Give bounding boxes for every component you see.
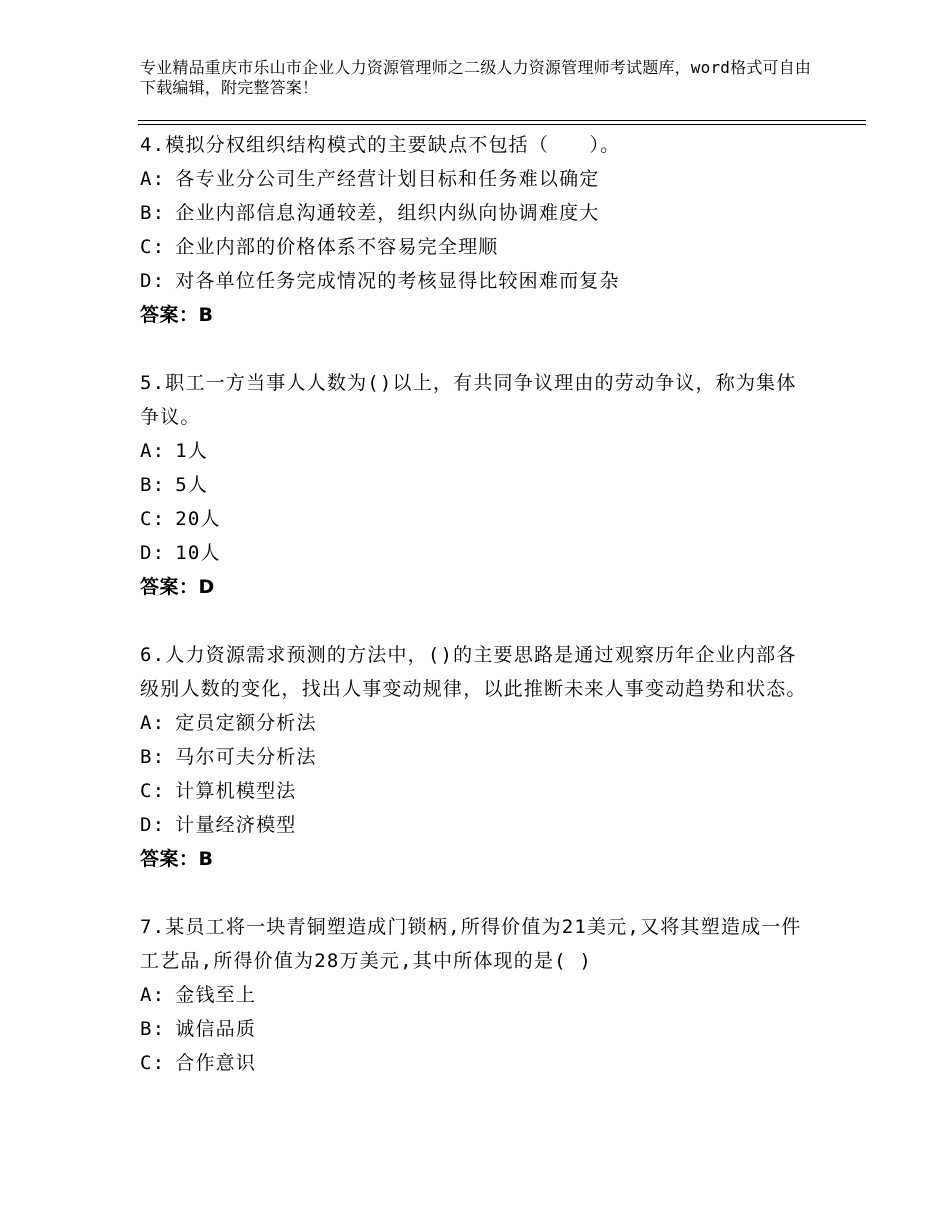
option-c xyxy=(140,1046,810,1080)
option-text: 5人 xyxy=(175,474,209,496)
option-letter: B: xyxy=(140,474,166,496)
question-stem: 6.人力资源需求预测的方法中，()的主要思路是通过观察历年企业内部各级别人数的变化，找出人事变动规律，以此推断未来人事变动趋势和状态。 xyxy=(140,644,807,700)
option-text: 对各单位任务完成情况的考核显得比较困难而复杂 xyxy=(175,270,620,292)
option-d xyxy=(140,808,810,842)
option-b xyxy=(140,196,810,230)
option-letter: D: xyxy=(140,270,166,292)
answer-line: 答案：B xyxy=(140,304,214,326)
option-letter: D: xyxy=(140,814,166,836)
option-letter: C: xyxy=(140,780,166,802)
answer-line: 答案：B xyxy=(140,848,214,870)
option-letter: C: xyxy=(140,508,166,530)
option-text: 定员定额分析法 xyxy=(175,712,317,734)
option-letter: A: xyxy=(140,168,166,190)
option-text: 计量经济模型 xyxy=(175,814,297,836)
option-text: 1人 xyxy=(175,440,209,462)
question-list xyxy=(140,128,810,1080)
option-c xyxy=(140,230,810,264)
question-item xyxy=(140,366,810,604)
option-letter: D: xyxy=(140,542,166,564)
option-text: 马尔可夫分析法 xyxy=(175,746,317,768)
option-text: 20人 xyxy=(175,508,221,530)
option-letter: A: xyxy=(140,712,166,734)
header-divider-line-secondary xyxy=(138,124,866,125)
option-a xyxy=(140,706,810,740)
option-a xyxy=(140,162,810,196)
option-b xyxy=(140,468,810,502)
question-spacer xyxy=(140,332,810,366)
question-spacer xyxy=(140,876,810,910)
question-item xyxy=(140,128,810,332)
option-text: 企业内部信息沟通较差，组织内纵向协调难度大 xyxy=(175,202,600,224)
option-letter: A: xyxy=(140,984,166,1006)
option-letter: C: xyxy=(140,1052,166,1074)
option-a xyxy=(140,434,810,468)
option-c xyxy=(140,502,810,536)
question-item xyxy=(140,638,810,876)
option-letter: B: xyxy=(140,1018,166,1040)
question-item xyxy=(140,910,810,1080)
document-header-title: 专业精品重庆市乐山市企业人力资源管理师之二级人力资源管理师考试题库，word格式可自由下载编辑，附完整答案！ xyxy=(140,58,812,97)
option-c xyxy=(140,774,810,808)
option-letter: A: xyxy=(140,440,166,462)
answer-line: 答案：D xyxy=(140,576,215,598)
option-text: 计算机模型法 xyxy=(175,780,297,802)
option-a xyxy=(140,978,810,1012)
option-letter: B: xyxy=(140,202,166,224)
question-stem: 7.某员工将一块青铜塑造成门锁柄,所得价值为21美元,又将其塑造成一件工艺品,所得价值为28万美元,其中所体现的是( ) xyxy=(140,916,802,972)
option-d xyxy=(140,536,810,570)
option-d xyxy=(140,264,810,298)
option-text: 合作意识 xyxy=(175,1052,257,1074)
option-text: 10人 xyxy=(175,542,221,564)
option-letter: B: xyxy=(140,746,166,768)
option-b xyxy=(140,1012,810,1046)
option-text: 各专业分公司生产经营计划目标和任务难以确定 xyxy=(175,168,600,190)
option-text: 金钱至上 xyxy=(175,984,257,1006)
option-text: 诚信品质 xyxy=(175,1018,257,1040)
question-stem: 4.模拟分权组织结构模式的主要缺点不包括（ ）。 xyxy=(140,134,621,156)
option-letter: C: xyxy=(140,236,166,258)
option-b xyxy=(140,740,810,774)
question-stem: 5.职工一方当事人人数为()以上，有共同争议理由的劳动争议，称为集体争议。 xyxy=(140,372,797,428)
option-text: 企业内部的价格体系不容易完全理顺 xyxy=(175,236,499,258)
header-divider-line xyxy=(138,120,866,121)
question-spacer xyxy=(140,604,810,638)
